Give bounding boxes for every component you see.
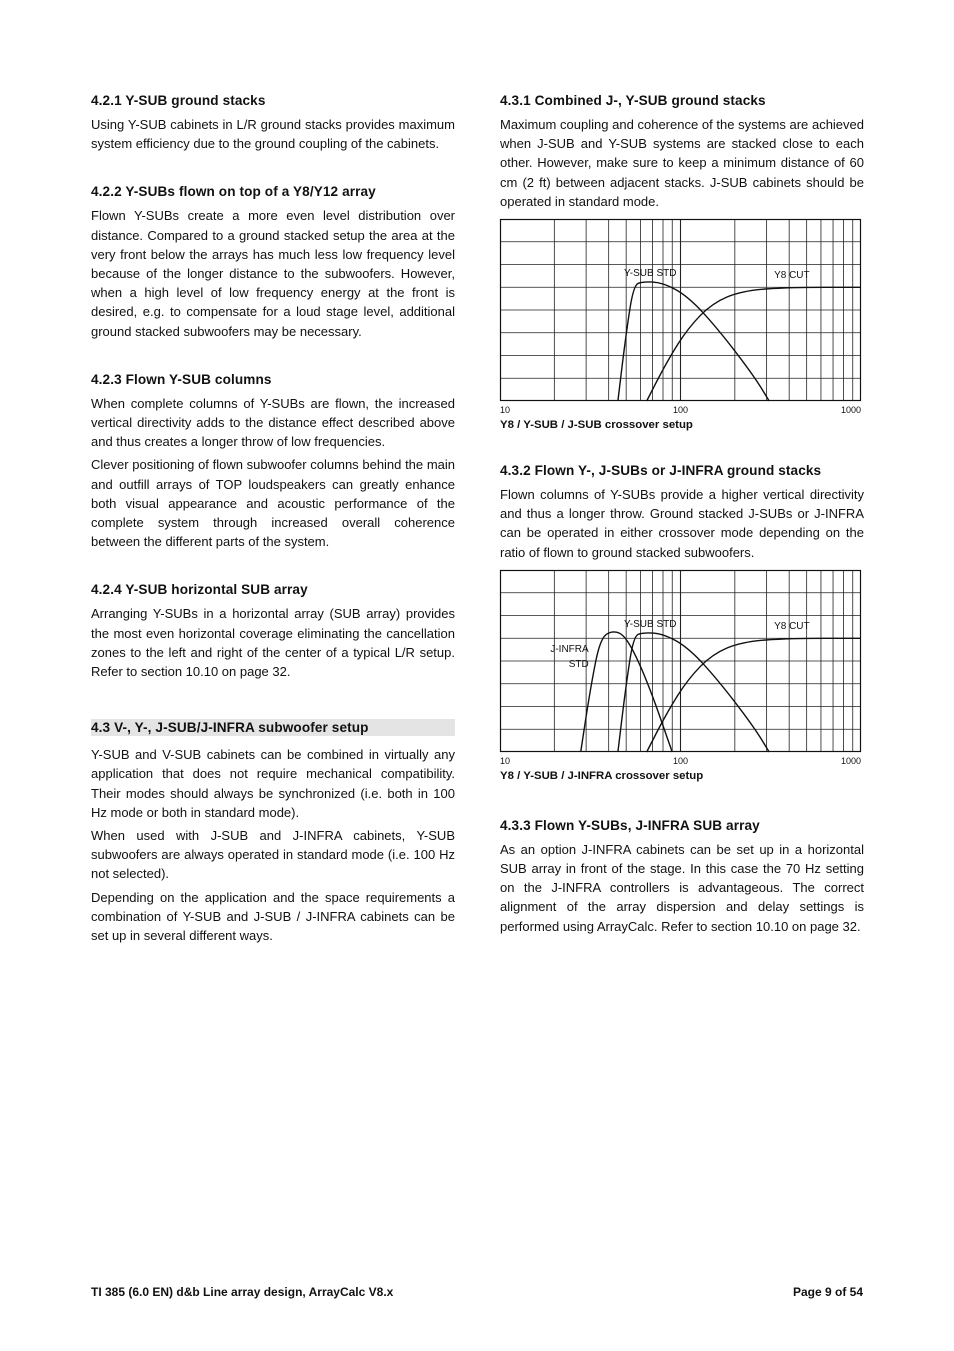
paragraph: When complete columns of Y-SUBs are flown, the increased vertical directivity adds to the distance effect described above and thus creates a longer throw of low frequencies. bbox=[91, 395, 455, 450]
paragraph: Maximum coupling and coherence of the systems are achieved when J-SUB and Y-SUB systems are stacked close to each other. However, make sure to keep a minimum distance of 60 cm (2 ft) between adjacent stacks. J-SUB cabinets should be operated in standard mode. bbox=[500, 117, 864, 209]
chart-jinfra-crossover bbox=[500, 570, 864, 766]
paragraph: When used with J-SUB and J-INFRA cabinets, Y-SUB subwoofers are always operated in standard mode (i.e. 100 Hz not selected). bbox=[91, 828, 455, 882]
series-label-line: Y-SUB STD bbox=[624, 267, 677, 279]
x-tick-label: 100 bbox=[672, 405, 689, 416]
left-column bbox=[91, 92, 455, 975]
footer-doc-title: TI 385 (6.0 EN) d&b Line array design, ArrayCalc V8.x bbox=[91, 1285, 394, 1299]
x-tick-label: 1000 bbox=[840, 405, 861, 416]
page-footer bbox=[91, 1285, 863, 1299]
x-tick-label: 1000 bbox=[840, 755, 861, 766]
section-heading: 4.2.3 Flown Y-SUB columns bbox=[91, 371, 272, 387]
series-label-line: J-INFRA bbox=[550, 643, 589, 655]
section-4-2-1 bbox=[91, 92, 455, 153]
paragraph: Flown columns of Y-SUBs provide a higher vertical directivity and thus a longer throw. Ground stacked J-SUBs or J-INFRA can be operated in either crossover mode depending on the ratio of flown to ground stacked subwoofers. bbox=[500, 487, 864, 560]
section-4-3-1 bbox=[500, 92, 864, 432]
right-column bbox=[500, 92, 864, 940]
section-heading: 4.2.1 Y-SUB ground stacks bbox=[91, 93, 266, 108]
paragraph: Using Y-SUB cabinets in L/R ground stacks provides maximum system efficiency due to the ground coupling of the cabinets. bbox=[91, 117, 455, 152]
paragraph: As an option J-INFRA cabinets can be set up in a horizontal SUB array in front of the stage. In this case the 70 Hz setting on the J-INFRA controllers is advantageous. The correct alignment of the array dispersion and delay settings is performed using ArrayCalc. Refer to section 10.10 on page 32. bbox=[500, 841, 864, 934]
section-heading: 4.2.2 Y-SUBs flown on top of a Y8/Y12 array bbox=[91, 184, 376, 200]
section-heading: 4.3.3 Flown Y-SUBs, J-INFRA SUB array bbox=[500, 817, 760, 833]
section-heading: 4.3.2 Flown Y-, J-SUBs or J-INFRA ground stacks bbox=[500, 463, 822, 479]
paragraph: Depending on the application and the space requirements a combination of Y-SUB and J-SUB / J-INFRA cabinets can be set up in several different ways. bbox=[91, 889, 455, 944]
series-label-y8-cut bbox=[774, 621, 810, 632]
series-line-y8-cut bbox=[647, 287, 861, 401]
series-label-y-sub-std bbox=[624, 268, 676, 279]
section-4-2-3 bbox=[91, 371, 455, 552]
series-label-line: Y-SUB STD bbox=[624, 618, 677, 630]
section-heading-shaded: 4.3 V-, Y-, J-SUB/J-INFRA subwoofer setup bbox=[91, 719, 455, 736]
section-heading: 4.3.1 Combined J-, Y-SUB ground stacks bbox=[500, 93, 766, 108]
series-line-y8-cut bbox=[647, 638, 861, 752]
chart-jsub-crossover bbox=[500, 219, 864, 415]
section-heading: 4.2.4 Y-SUB horizontal SUB array bbox=[91, 582, 308, 598]
x-tick-label: 10 bbox=[500, 405, 511, 416]
series-label-y-sub-std bbox=[624, 619, 676, 630]
paragraph: Flown Y-SUBs create a more even level distribution over distance. Compared to a ground stacked setup the area at the very front below the arrays has much less low frequency level because of the longer distance to the subwoofers. However, when a high level of low frequency energy at the front is desired, e.g. to compensate for a loud stage level, additional ground stacked subwoofers may be necessary. bbox=[91, 208, 455, 339]
footer-page-number: Page 9 of 54 bbox=[792, 1285, 863, 1299]
chart-caption: Y8 / Y-SUB / J-INFRA crossover setup bbox=[500, 769, 704, 782]
series-label-j-infra-std bbox=[550, 644, 589, 670]
paragraph: Y-SUB and V-SUB cabinets can be combined in virtually any application that does not require mechanical compatibility. Their modes should always be synchronized (i.e. both in 100 Hz mode or both in standard mode). bbox=[91, 747, 455, 820]
series-label-line: Y8 CUT bbox=[774, 270, 810, 282]
chart-caption: Y8 / Y-SUB / J-SUB crossover setup bbox=[500, 419, 693, 432]
series-label-line: Y8 CUT bbox=[774, 620, 810, 632]
x-tick-label: 10 bbox=[500, 755, 511, 766]
paragraph: Arranging Y-SUBs in a horizontal array (SUB array) provides the most even horizontal coverage eliminating the cancellation zones to the left and right of the center of a typical L/R setup. Refer to section 10.10 on page 32. bbox=[91, 606, 455, 680]
crossover-chart bbox=[500, 219, 862, 415]
section-4-2-4 bbox=[91, 581, 455, 681]
series-label-y8-cut bbox=[774, 270, 810, 281]
paragraph: Clever positioning of flown subwoofer columns behind the main and outfill arrays of TOP loudspeakers can greatly enhance both visual appearance and acoustic performance of the complete system through increased overall coherence between the different parts of the system. bbox=[91, 457, 455, 550]
section-4-3-2 bbox=[500, 462, 864, 783]
section-4-2-2 bbox=[91, 183, 455, 340]
section-4-3 bbox=[91, 719, 455, 945]
section-4-3-3 bbox=[500, 817, 864, 936]
crossover-chart bbox=[500, 570, 862, 766]
series-label-line: STD bbox=[568, 658, 589, 670]
x-tick-label: 100 bbox=[672, 755, 689, 766]
